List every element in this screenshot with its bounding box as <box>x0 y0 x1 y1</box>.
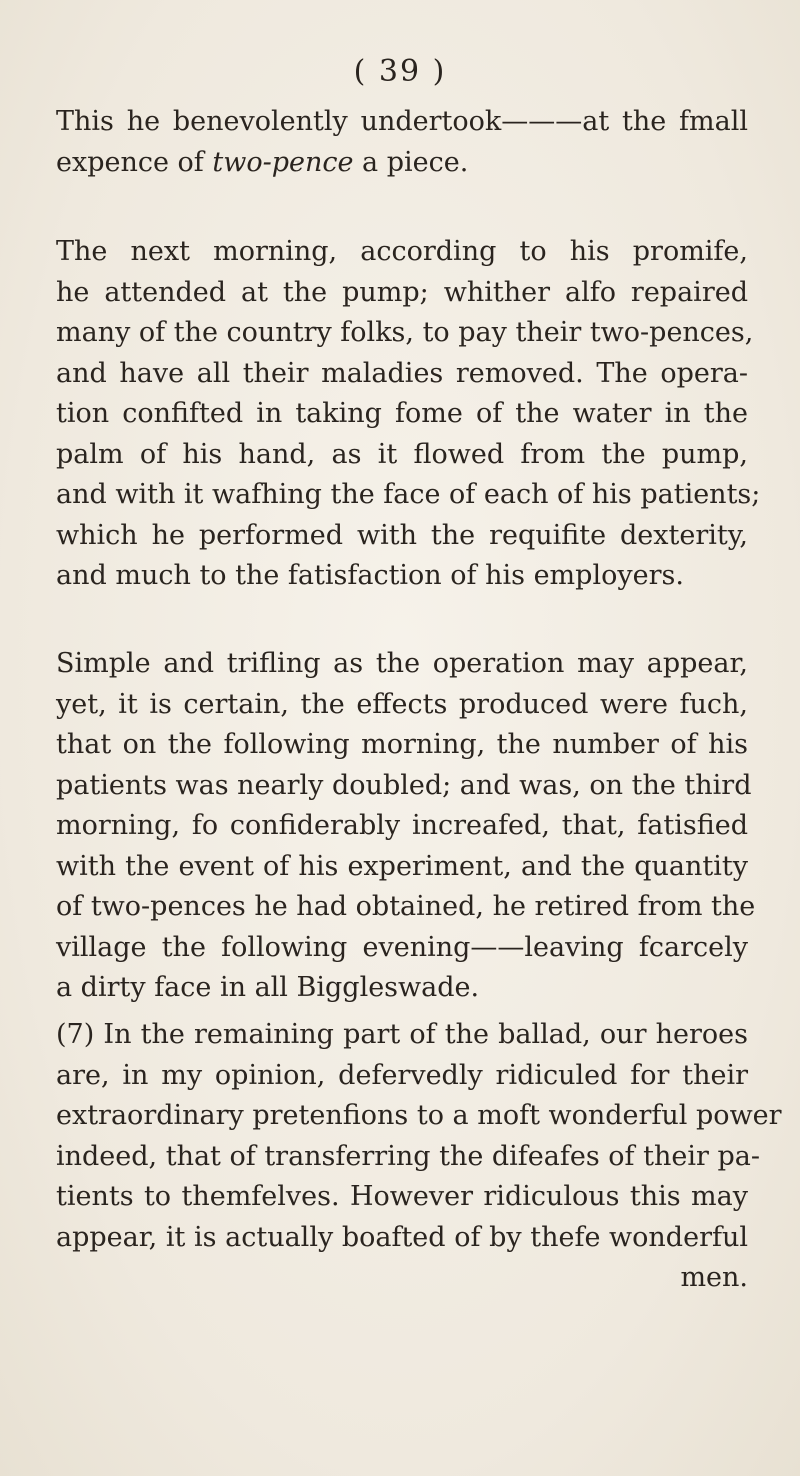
text-line: are, in my opinion, defervedly ridiculed for their <box>56 1059 748 1091</box>
text-line <box>56 143 748 184</box>
text-line: extraordinary pretenfions to a moft wonderful power <box>56 1100 782 1131</box>
text-line: and much to the fatisfaction of his employers. <box>56 560 684 591</box>
text-line: he attended at the pump; whither alfo repaired <box>56 276 748 308</box>
text-line: appear, it is actually boafted of by thefe wonderful <box>56 1221 748 1253</box>
text-line: This he benevolently undertook———at the fmall <box>56 106 748 137</box>
text-line: morning, fo confiderably increafed, that, fatisfied <box>56 810 748 841</box>
paragraph-2 <box>56 232 761 597</box>
text-line: and have all their maladies removed. The opera- <box>56 357 748 389</box>
paragraph-1 <box>56 102 748 183</box>
text-line: palm of his hand, as it flowed from the pump, <box>56 438 748 470</box>
text-segment: a piece. <box>353 146 469 178</box>
paragraph-3 <box>56 644 756 1009</box>
text-line: men. <box>680 1262 748 1293</box>
text-line: village the following evening——leaving fcarcely <box>56 931 748 963</box>
text-line: patients was nearly doubled; and was, on the third <box>56 769 752 801</box>
italic-text: two-pence <box>212 146 354 178</box>
text-line: The next morning, according to his promife, <box>56 236 748 267</box>
text-line: which he performed with the requifite dexterity, <box>56 519 748 551</box>
paragraph-4 <box>56 1015 782 1299</box>
text-line: that on the following morning, the number of his <box>56 729 748 760</box>
text-line: indeed, that of transferring the difeafes of their pa- <box>56 1140 760 1172</box>
text-line: of two-pences he had obtained, he retired from the <box>56 891 756 922</box>
text-line: yet, it is certain, the effects produced were fuch, <box>56 688 748 720</box>
text-line: and with it wafhing the face of each of his patients; <box>56 479 761 510</box>
text-line: with the event of his experiment, and the quantity <box>56 850 748 882</box>
text-line: a dirty face in all Biggleswade. <box>56 972 480 1003</box>
page-number: ( 39 ) <box>353 54 447 89</box>
text-line: tients to themfelves. However ridiculous this may <box>56 1181 748 1212</box>
text-segment: expence of <box>56 146 213 178</box>
text-line: tion confifted in taking fome of the water in the <box>56 398 748 429</box>
text-line: Simple and trifling as the operation may appear, <box>56 648 748 679</box>
text-line: (7) In the remaining part of the ballad, our heroes <box>56 1019 748 1050</box>
text-line: many of the country folks, to pay their two-pences, <box>56 317 754 348</box>
